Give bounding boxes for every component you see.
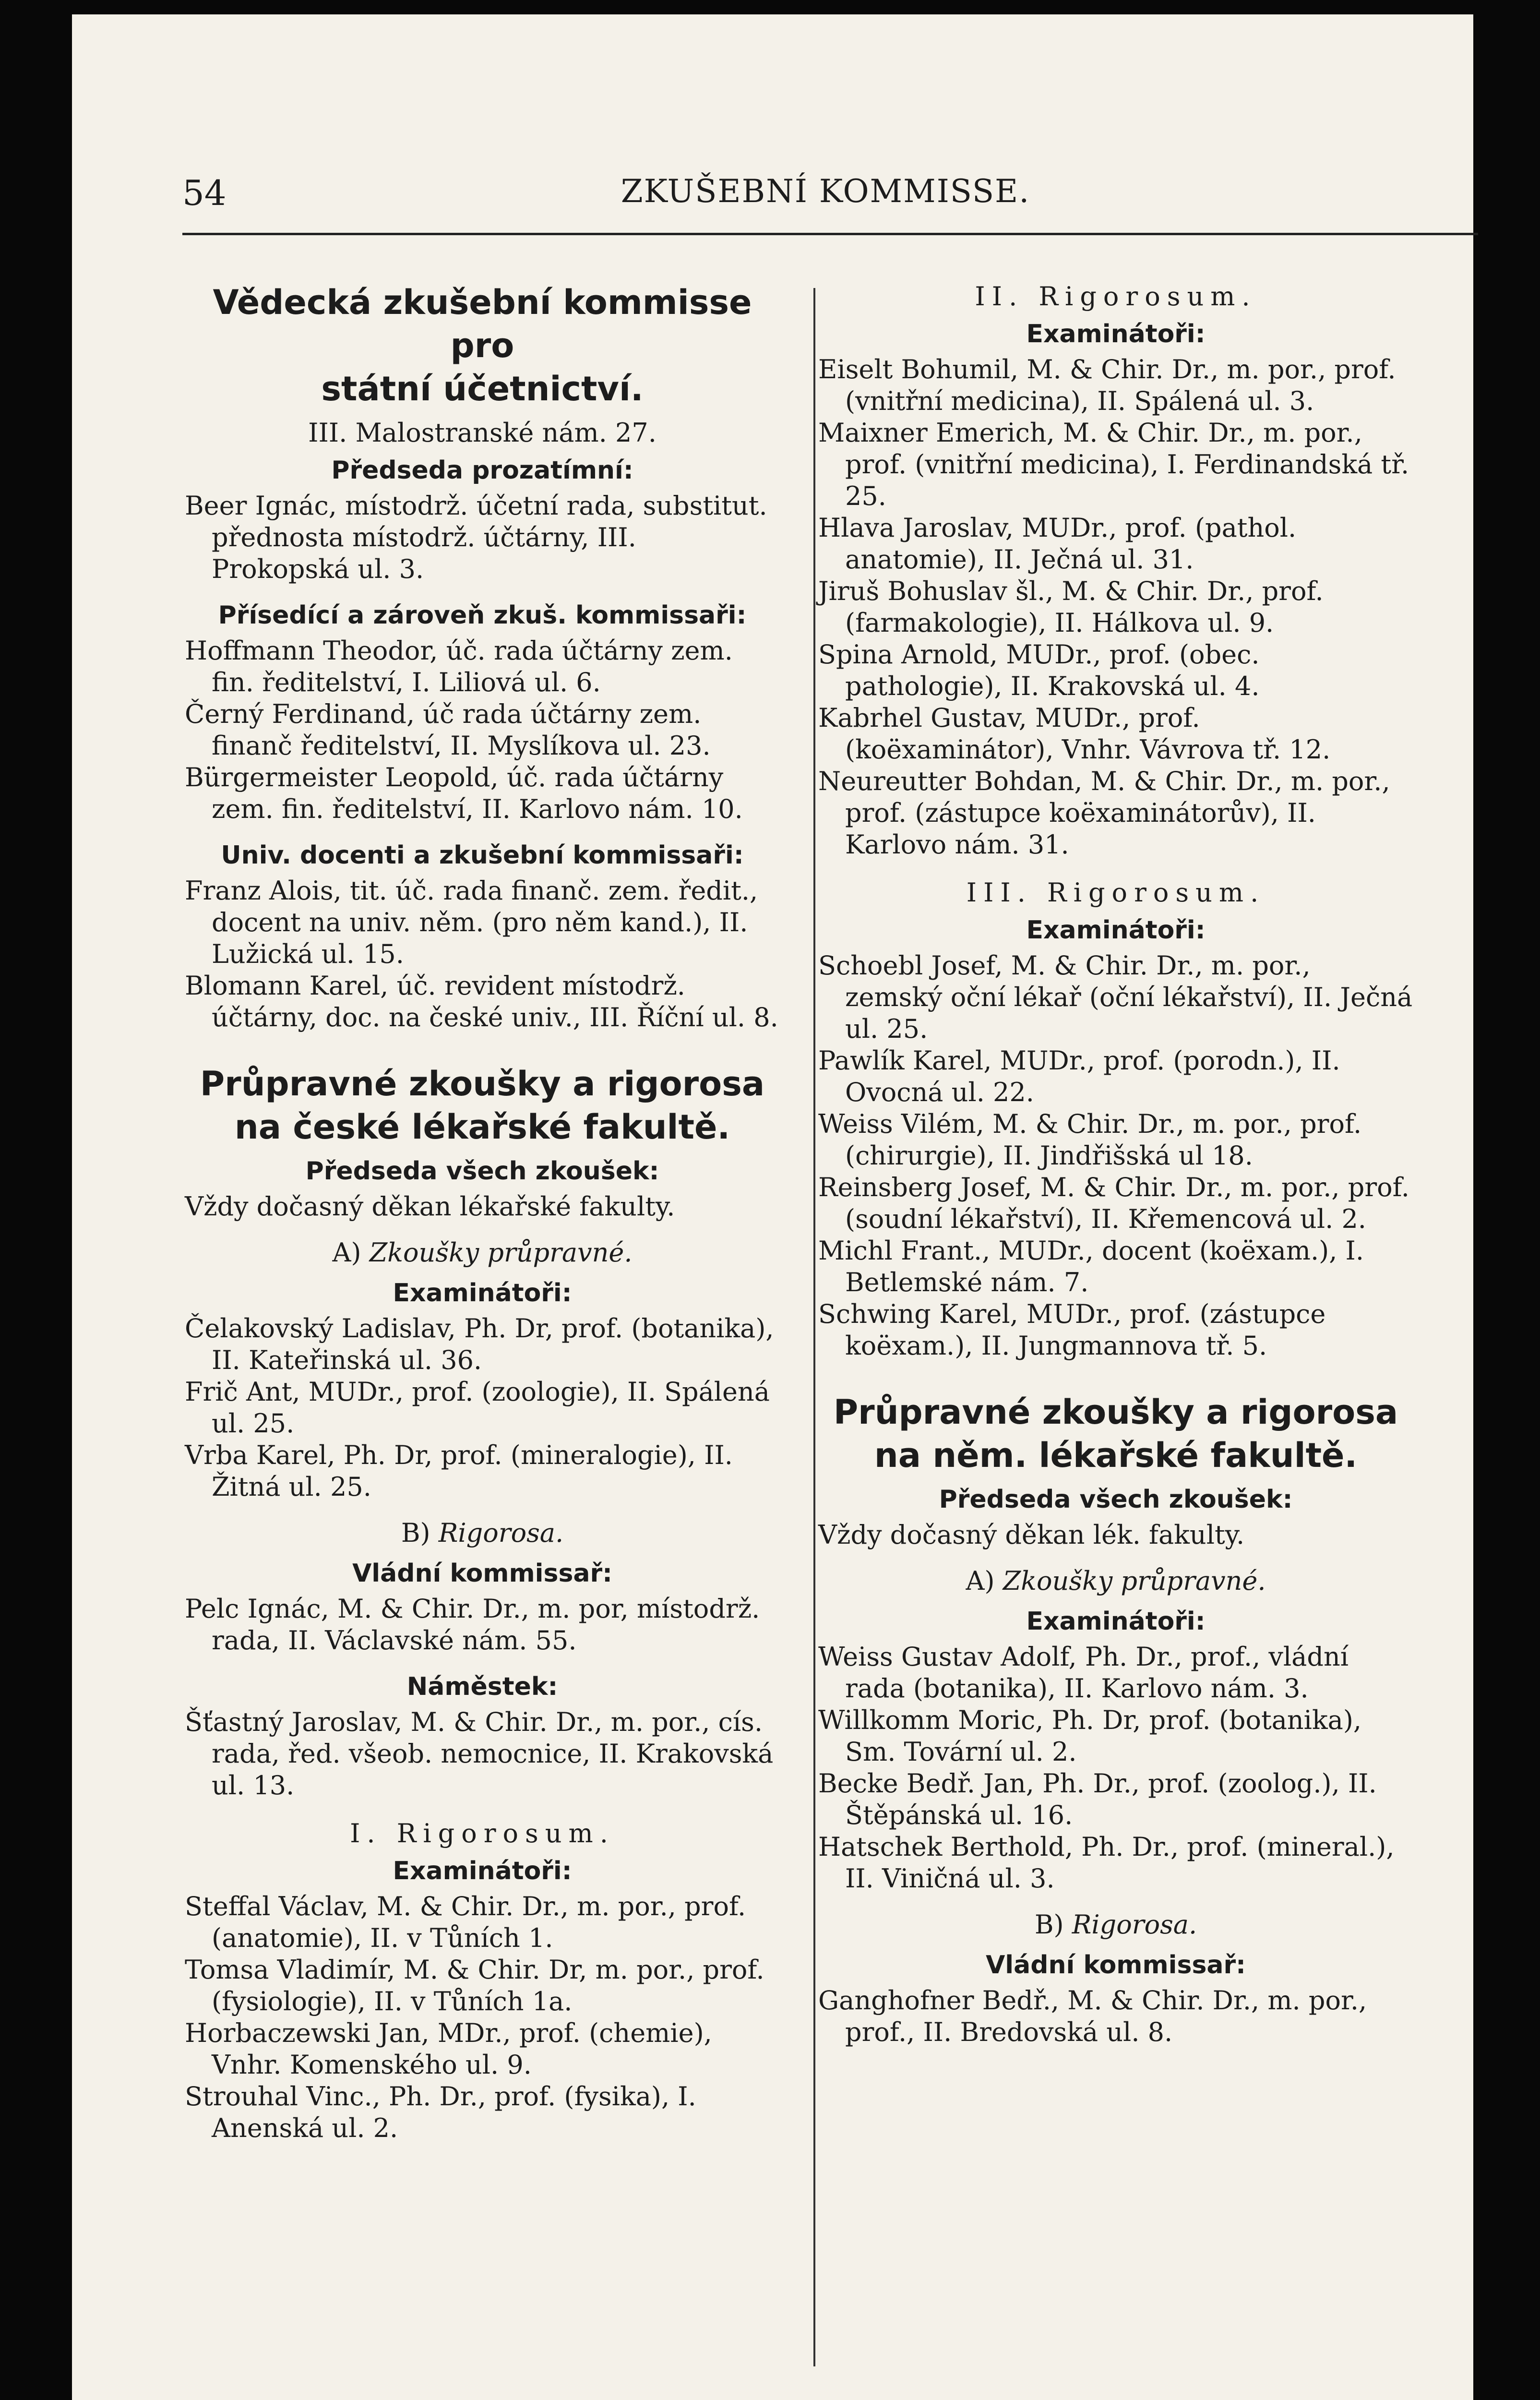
rigorosum-heading: II. Rigorosum. <box>975 281 1257 312</box>
subsection-b <box>185 1517 780 1549</box>
subsection-title: Rigorosa. <box>438 1518 564 1548</box>
chair-label: Předseda všech zkoušek: <box>305 1157 659 1186</box>
subsection-b <box>818 1909 1413 1941</box>
list-item: Maixner Emerich, M. & Chir. Dr., m. por., prof. (vnitřní medicina), I. Ferdinandská tř. 25. <box>818 418 1409 511</box>
list-item: Weiss Gustav Adolf, Ph. Dr., prof., vládní rada (botanika), II. Karlovo nám. 3. <box>818 1642 1349 1704</box>
book-page <box>72 14 1473 2400</box>
subsection-prefix: A) <box>966 1566 995 1596</box>
list-item: Horbaczewski Jan, MDr., prof. (chemie), Vnhr. Komenského ul. 9. <box>185 2018 712 2080</box>
rigorosum-heading: I. Rigorosum. <box>350 1818 615 1848</box>
header-rule <box>182 233 1478 235</box>
list-item: Pawlík Karel, MUDr., prof. (porodn.), II. Ovocná ul. 22. <box>818 1045 1340 1107</box>
list-item: Pelc Ignác, M. & Chir. Dr., m. por, místodrž. rada, II. Václavské nám. 55. <box>185 1594 760 1656</box>
page-number: 54 <box>182 173 227 213</box>
list-item: Spina Arnold, MUDr., prof. (obec. pathologie), II. Krakovská ul. 4. <box>818 639 1260 701</box>
list-item: Ganghofner Bedř., M. & Chir. Dr., m. por., prof., II. Bredovská ul. 8. <box>818 1985 1367 2047</box>
subsection-a <box>818 1565 1413 1597</box>
list-item: Čelakovský Ladislav, Ph. Dr, prof. (botanika), II. Kateřinská ul. 36. <box>185 1313 774 1375</box>
heading-line: Průpravné zkoušky a rigorosa <box>833 1392 1398 1432</box>
subsection-prefix: B) <box>401 1518 430 1548</box>
docents-label: Univ. docenti a zkušební kommissaři: <box>221 841 744 870</box>
assessors-label: Přísedící a zároveň zkuš. kommissaři: <box>218 601 747 630</box>
running-head <box>182 173 1468 226</box>
chair-entry: Vždy dočasný děkan lék. fakulty. <box>818 1520 1245 1550</box>
rigorosum-heading: III. Rigorosum. <box>966 877 1265 908</box>
heading-line: na něm. lékařské fakultě. <box>874 1436 1358 1475</box>
list-item: Hlava Jaroslav, MUDr., prof. (pathol. anatomie), II. Ječná ul. 31. <box>818 513 1297 575</box>
commissar-label: Vládní kommissař: <box>352 1559 612 1588</box>
list-item: Willkomm Moric, Ph. Dr, prof. (botanika), Sm. Tovární ul. 2. <box>818 1705 1362 1767</box>
section-heading-accounting <box>185 281 780 410</box>
list-item: Černý Ferdinand, úč rada účtárny zem. finanč ředitelství, II. Myslíkova ul. 23. <box>185 699 711 761</box>
subsection-title: Zkoušky průpravné. <box>1003 1566 1266 1596</box>
chair-entry: Beer Ignác, místodrž. účetní rada, substitut. přednosta místodrž. účtárny, III. Prokopská ul. 3. <box>185 491 767 584</box>
list-item: Šťastný Jaroslav, M. & Chir. Dr., m. por., cís. rada, řed. všeob. nemocnice, II. Krakovská ul. 13. <box>185 1707 774 1800</box>
subsection-prefix: A) <box>332 1237 361 1268</box>
right-column <box>818 281 1413 2048</box>
list-item: Schoebl Josef, M. & Chir. Dr., m. por., zemský oční lékař (oční lékařství), II. Ječná ul. 25. <box>818 950 1413 1044</box>
column-divider <box>813 288 815 2366</box>
list-item: Blomann Karel, úč. revident místodrž. účtárny, doc. na české univ., III. Říční ul. 8. <box>185 971 778 1032</box>
list-item: Kabrhel Gustav, MUDr., prof. (koëxaminátor), Vnhr. Vávrova tř. 12. <box>818 703 1331 765</box>
commission-address: III. Malostranské nám. 27. <box>308 418 657 448</box>
examiners-label: Examinátoři: <box>1026 916 1206 945</box>
chair-label: Předseda všech zkoušek: <box>939 1485 1293 1514</box>
examiners-label: Examinátoři: <box>393 1857 572 1885</box>
list-item: Bürgermeister Leopold, úč. rada účtárny zem. fin. ředitelství, II. Karlovo nám. 10. <box>185 762 743 824</box>
list-item: Neureutter Bohdan, M. & Chir. Dr., m. por., prof. (zástupce koëxaminátorův), II. Karlovo nám. 31. <box>818 766 1390 860</box>
list-item: Jiruš Bohuslav šl., M. & Chir. Dr., prof. (farmakologie), II. Hálkova ul. 9. <box>818 576 1324 638</box>
list-item: Hatschek Berthold, Ph. Dr., prof. (mineral.), II. Viničná ul. 3. <box>818 1832 1395 1894</box>
list-item: Becke Bedř. Jan, Ph. Dr., prof. (zoolog.), II. Štěpánská ul. 16. <box>818 1768 1377 1830</box>
subsection-prefix: B) <box>1034 1909 1064 1940</box>
list-item: Franz Alois, tit. úč. rada finanč. zem. ředit., docent na univ. něm. (pro něm kand.), II. Lužická ul. 15. <box>185 876 758 969</box>
commissar-label: Vládní kommissař: <box>986 1951 1246 1980</box>
heading-line: státní účetnictví. <box>321 369 644 408</box>
deputy-label: Náměstek: <box>406 1672 558 1701</box>
list-item: Schwing Karel, MUDr., prof. (zástupce koëxam.), II. Jungmannova tř. 5. <box>818 1299 1326 1361</box>
list-item: Michl Frant., MUDr., docent (koëxam.), I. Betlemské nám. 7. <box>818 1236 1364 1297</box>
list-item: Steffal Václav, M. & Chir. Dr., m. por., prof. (anatomie), II. v Tůních 1. <box>185 1891 746 1953</box>
running-title: ZKUŠEBNÍ KOMMISSE. <box>621 173 1030 210</box>
section-heading-czech-medical <box>185 1062 780 1149</box>
list-item: Eiselt Bohumil, M. & Chir. Dr., m. por., prof. (vnitřní medicina), II. Spálená ul. 3. <box>818 354 1396 416</box>
chair-entry: Vždy dočasný děkan lékařské fakulty. <box>185 1191 675 1222</box>
subsection-title: Rigorosa. <box>1072 1909 1197 1940</box>
list-item: Frič Ant, MUDr., prof. (zoologie), II. Spálená ul. 25. <box>185 1377 770 1439</box>
subsection-a <box>185 1237 780 1269</box>
list-item: Tomsa Vladimír, M. & Chir. Dr, m. por., prof. (fysiologie), II. v Tůních 1a. <box>185 1955 764 2016</box>
list-item: Reinsberg Josef, M. & Chir. Dr., m. por., prof. (soudní lékařství), II. Křemencová ul. 2. <box>818 1172 1409 1234</box>
examiners-label: Examinátoři: <box>1026 1607 1206 1636</box>
chair-label: Předseda prozatímní: <box>331 456 633 485</box>
list-item: Vrba Karel, Ph. Dr, prof. (mineralogie), II. Žitná ul. 25. <box>185 1440 733 1502</box>
list-item: Strouhal Vinc., Ph. Dr., prof. (fysika), I. Anenská ul. 2. <box>185 2081 696 2143</box>
heading-line: na české lékařské fakultě. <box>234 1107 730 1147</box>
heading-line: Vědecká zkušební kommisse pro <box>213 283 752 365</box>
heading-line: Průpravné zkoušky a rigorosa <box>200 1064 765 1104</box>
examiners-label: Examinátoři: <box>1026 320 1206 348</box>
subsection-title: Zkoušky průpravné. <box>369 1237 633 1268</box>
list-item: Weiss Vilém, M. & Chir. Dr., m. por., prof. (chirurgie), II. Jindřišská ul 18. <box>818 1109 1362 1171</box>
examiners-label: Examinátoři: <box>393 1279 572 1308</box>
list-item: Hoffmann Theodor, úč. rada účtárny zem. fin. ředitelství, I. Liliová ul. 6. <box>185 636 733 697</box>
section-heading-german-medical <box>818 1391 1413 1477</box>
left-column <box>185 281 780 2144</box>
